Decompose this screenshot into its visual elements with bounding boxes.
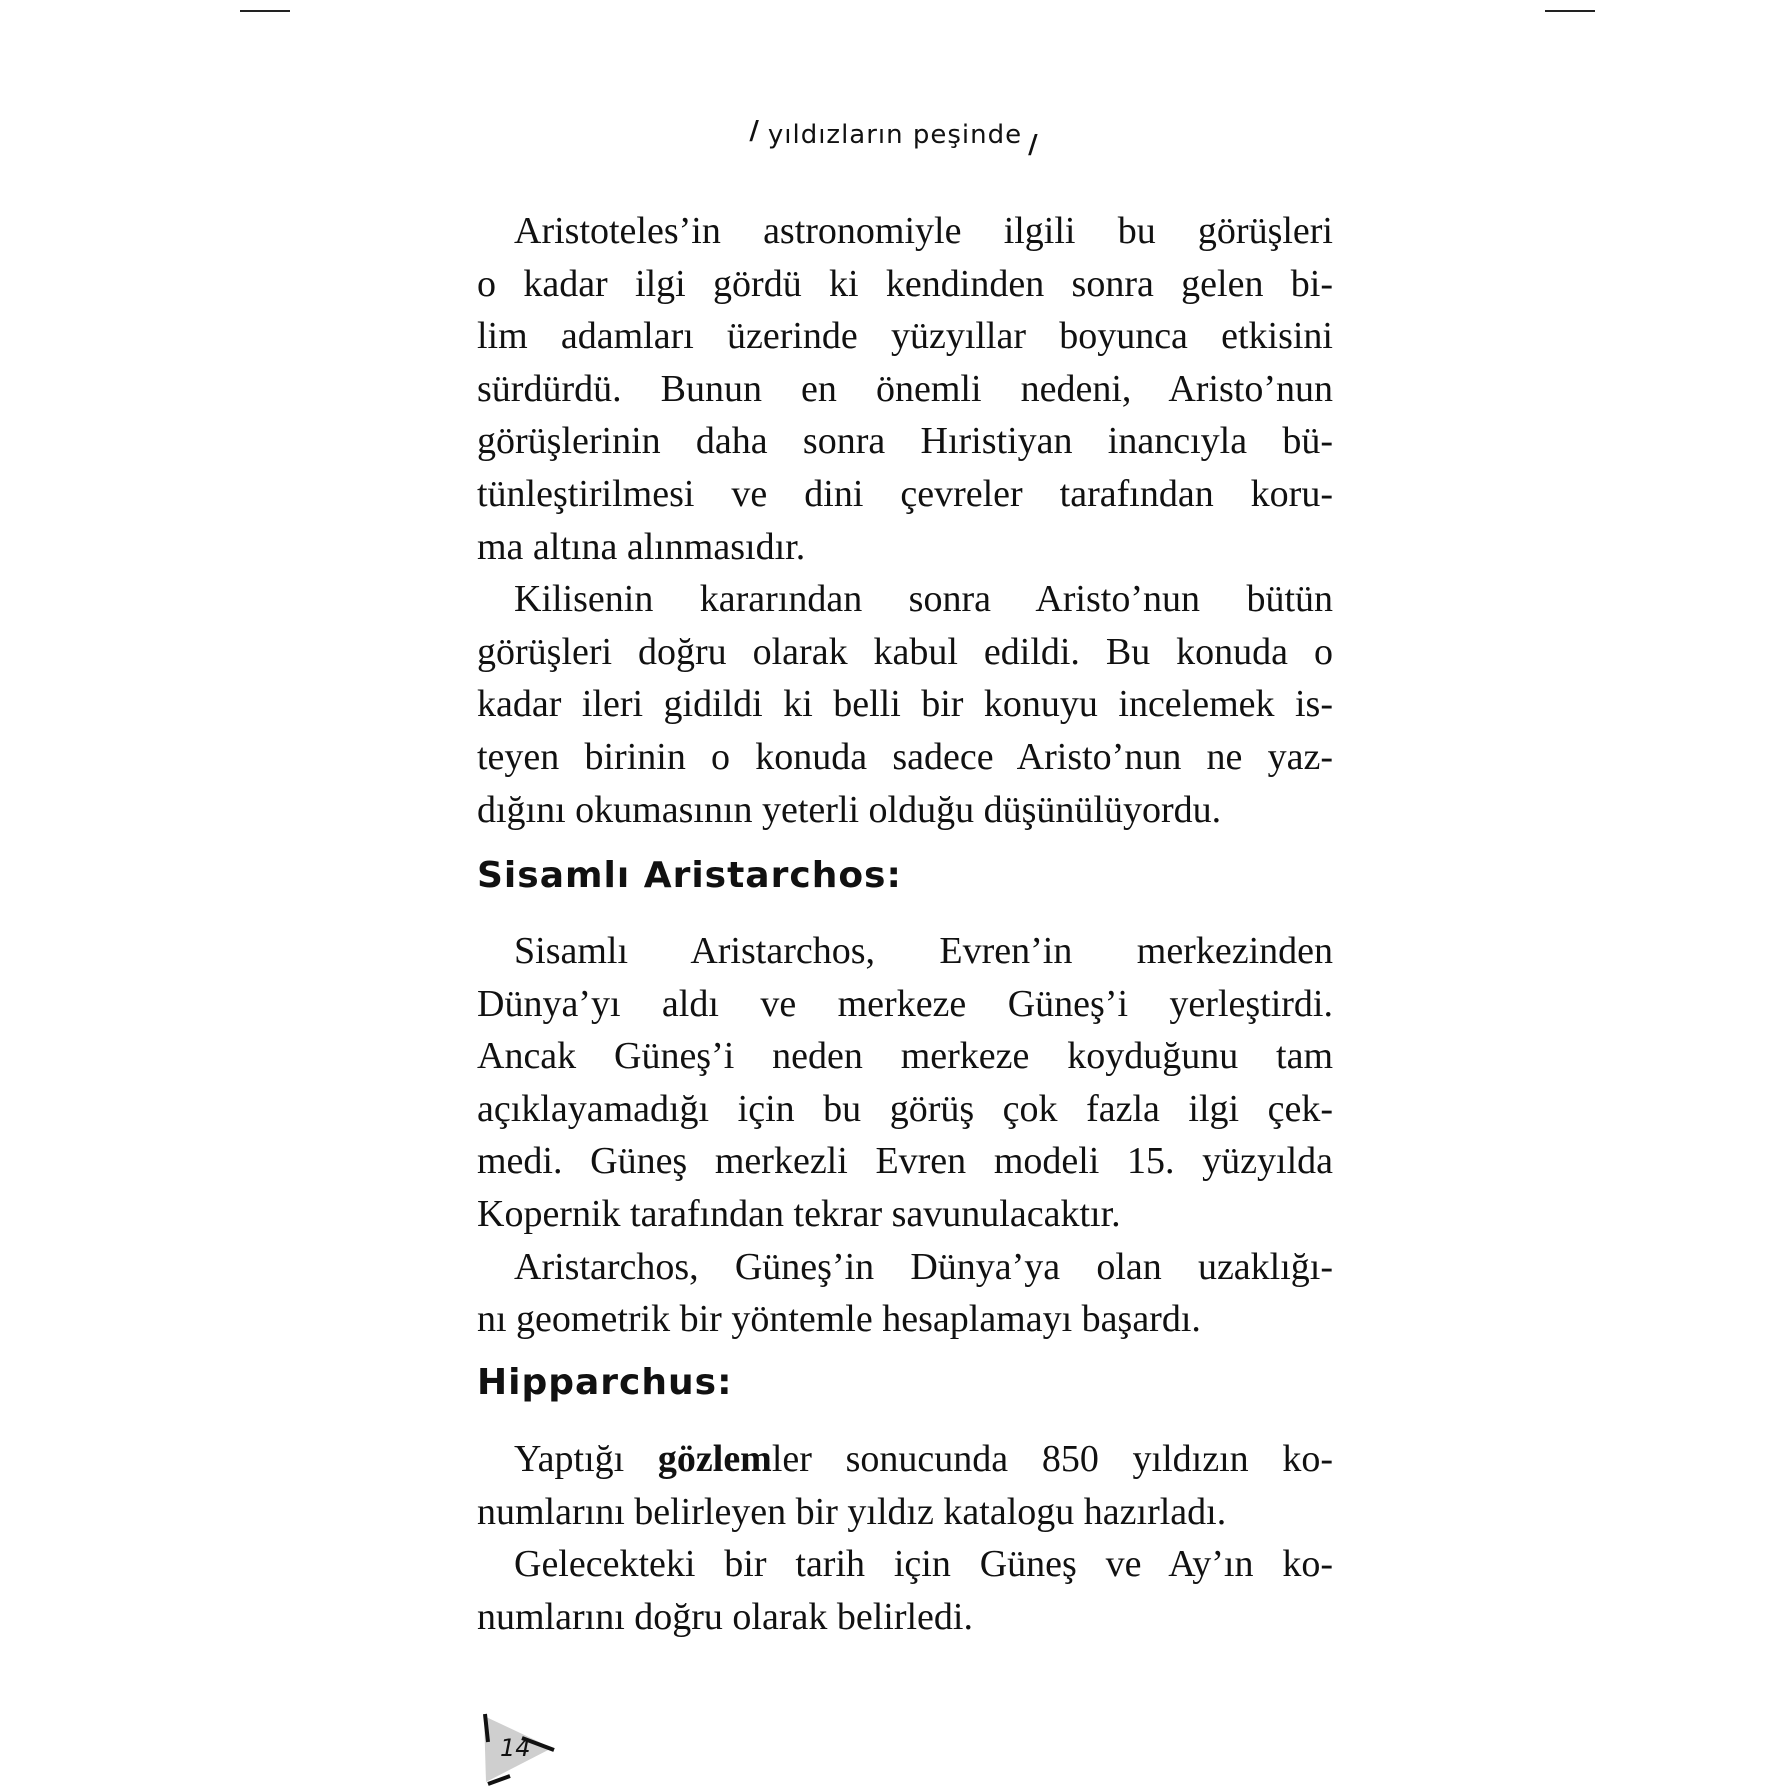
paragraph <box>477 573 1333 836</box>
body-block-3 <box>477 1433 1333 1643</box>
page-number-badge <box>480 1712 560 1786</box>
text-run: Yaptığı <box>514 1438 658 1480</box>
text-line <box>477 1433 1333 1486</box>
text-line: nı geometrik bir yöntemle hesaplamayı başardı. <box>477 1298 1201 1341</box>
paragraph <box>477 1433 1333 1538</box>
text-line: Kilisenin kararından sonra Aristo’nun bütün <box>514 578 1333 621</box>
text-line: dığını okumasının yeterli olduğu düşünülüyordu. <box>477 788 1222 831</box>
page-number: 14 <box>500 1734 531 1762</box>
text-line: o kadar ilgi gördü ki kendinden sonra gelen bi- <box>477 262 1333 305</box>
slash-decoration: / <box>749 116 760 146</box>
text-line: Dünya’yı aldı ve merkeze Güneş’i yerleştirdi. <box>477 982 1333 1025</box>
paragraph <box>477 925 1333 1241</box>
running-head <box>0 116 1788 160</box>
running-head-text: yıldızların peşinde <box>767 120 1023 150</box>
paragraph <box>477 1241 1333 1346</box>
crop-mark-right <box>1545 10 1595 12</box>
text-line: görüşlerinin daha sonra Hıristiyan inancıyla bü- <box>477 420 1333 463</box>
text-line: Sisamlı Aristarchos, Evren’in merkezinden <box>514 930 1333 972</box>
text-line: kadar ileri gidildi ki belli bir konuyu incelemek is- <box>477 683 1333 726</box>
text-line: Ancak Güneş’i neden merkeze koyduğunu tam <box>477 1035 1333 1078</box>
text-line: numlarını belirleyen bir yıldız katalogu hazırladı. <box>477 1490 1227 1533</box>
section-heading: Sisamlı Aristarchos: <box>477 855 902 896</box>
section-heading: Hipparchus: <box>477 1362 733 1403</box>
text-line: numlarını doğru olarak belirledi. <box>477 1595 973 1638</box>
text-line: lim adamları üzerinde yüzyıllar boyunca etkisini <box>477 315 1333 358</box>
text-line: açıklayamadığı için bu görüş çok fazla ilgi çek- <box>477 1087 1333 1130</box>
text-line: tünleştirilmesi ve dini çevreler tarafından koru- <box>477 472 1333 515</box>
text-line: teyen birinin o konuda sadece Aristo’nun ne yaz- <box>477 735 1333 778</box>
bold-term: gözlem <box>657 1438 772 1480</box>
crop-mark-left <box>240 10 290 12</box>
paragraph <box>477 205 1333 573</box>
text-line: medi. Güneş merkezli Evren modeli 15. yüzyılda <box>477 1140 1333 1183</box>
text-line: görüşleri doğru olarak kabul edildi. Bu konuda o <box>477 630 1333 673</box>
text-line: Aristarchos, Güneş’in Dünya’ya olan uzaklığı- <box>514 1245 1333 1288</box>
text-line: Gelecekteki bir tarih için Güneş ve Ay’ın ko- <box>514 1543 1333 1586</box>
text-line: sürdürdü. Bunun en önemli nedeni, Aristo’nun <box>477 367 1333 410</box>
text-run: ler sonucunda 850 yıldızın ko- <box>771 1438 1333 1480</box>
body-block-1 <box>477 205 1333 836</box>
body-block-2 <box>477 925 1333 1346</box>
text-line: ma altına alınmasıdır. <box>477 525 806 568</box>
text-line: Aristoteles’in astronomiyle ilgili bu görüşleri <box>514 210 1333 252</box>
slash-decoration: / <box>1028 130 1039 160</box>
paragraph <box>477 1538 1333 1643</box>
text-line: Kopernik tarafından tekrar savunulacaktır. <box>477 1192 1121 1235</box>
